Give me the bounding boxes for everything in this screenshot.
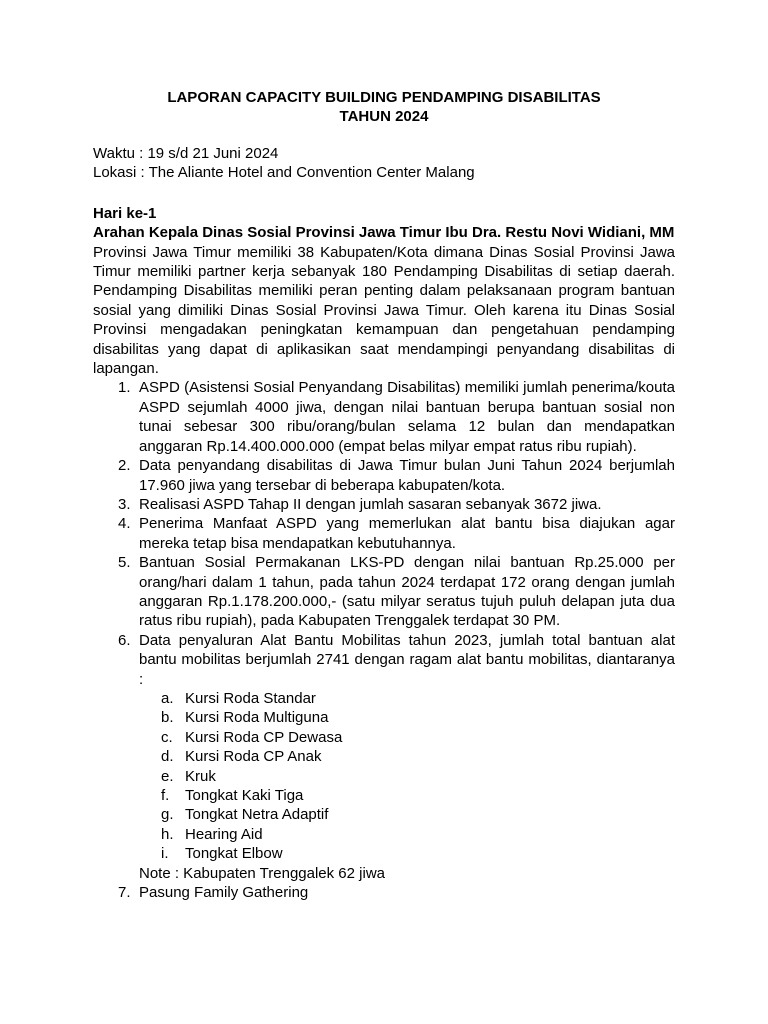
sub-list-letter: b.	[161, 709, 174, 727]
sub-list-text: Kursi Roda CP Anak	[185, 748, 322, 766]
list-item	[93, 553, 675, 631]
list-number: 4.	[118, 515, 131, 533]
intro-paragraph: Provinsi Jawa Timur memiliki 38 Kabupaten/Kota dimana Dinas Sosial Provinsi Jawa Timur memiliki partner kerja sebanyak 180 Pendamping Disabilitas di setiap daerah. Pendamping Disabilitas memiliki peran penting dalam pelaksanaan program bantuan sosial yang dimiliki Dinas Sosial Provinsi Jawa Timur. Oleh karena itu Dinas Sosial Provinsi mengadakan peningkatan kemampuan dan pengetahuan pendamping disabilitas yang dapat di aplikasikan saat mendampingi penyandang disabilitas di lapangan.	[93, 243, 675, 378]
sub-list-item	[139, 708, 675, 727]
list-item	[93, 456, 675, 495]
sub-list-letter: i.	[161, 845, 169, 863]
sub-list-item	[139, 805, 675, 824]
list-number: 5.	[118, 554, 131, 572]
sub-list-text: Kursi Roda CP Dewasa	[185, 728, 343, 746]
sub-list-letter: g.	[161, 806, 174, 824]
list-item	[93, 495, 675, 514]
list-item-text: Data penyaluran Alat Bantu Mobilitas tahun 2023, jumlah total bantuan alat bantu mobilitas berjumlah 2741 dengan ragam alat bantu mobilitas, diantaranya :	[139, 631, 675, 688]
list-item-text: Bantuan Sosial Permakanan LKS-PD dengan nilai bantuan Rp.25.000 per orang/hari dalam 1 tahun, pada tahun 2024 terdapat 172 orang dengan jumlah anggaran Rp.1.178.200.000,- (satu milyar seratus tujuh puluh delapan juta dua ratus ribu rupiah), pada Kabupaten Trenggalek terdapat 30 PM.	[139, 554, 675, 630]
waktu-line: Waktu : 19 s/d 21 Juni 2024	[93, 145, 279, 162]
sub-list-item	[139, 747, 675, 766]
sub-list-text: Tongkat Kaki Tiga	[185, 787, 304, 804]
sub-list-item	[139, 728, 675, 747]
document-page	[93, 88, 675, 902]
sub-list-letter: e.	[161, 767, 174, 785]
sub-list-text: Tongkat Netra Adaptif	[185, 806, 329, 824]
list-number: 3.	[118, 495, 131, 513]
list-item	[93, 514, 675, 553]
list-number: 2.	[118, 457, 131, 475]
list-number: 6.	[118, 631, 131, 649]
sub-list-item	[139, 767, 675, 786]
sub-list-letter: c.	[161, 728, 173, 746]
list-item-text: ASPD (Asistensi Sosial Penyandang Disabilitas) memiliki jumlah penerima/kouta ASPD sejumlah 4000 jiwa, dengan nilai bantuan berupa bantuan sosial non tunai sebesar 300 ribu/orang/bulan selama 12 bulan dan mendapatkan anggaran Rp.14.400.000.000 (empat belas milyar empat ratus ribu rupiah).	[139, 379, 675, 455]
list-item-text: Data penyandang disabilitas di Jawa Timur bulan Juni Tahun 2024 berjumlah 17.960 jiwa yang tersebar di beberapa kabupaten/kota.	[139, 457, 675, 494]
sub-list-letter: f.	[161, 787, 170, 804]
sub-list-text: Hearing Aid	[185, 825, 263, 843]
list-item-text: Penerima Manfaat ASPD yang memerlukan alat bantu bisa diajukan agar mereka tetap bisa mendapatkan kebutuhannya.	[139, 515, 675, 552]
note-line: Note : Kabupaten Trenggalek 62 jiwa	[139, 864, 385, 882]
meta-block	[93, 144, 675, 183]
sub-list-item	[139, 786, 675, 805]
list-number: 7.	[118, 884, 131, 902]
list-number: 1.	[118, 379, 131, 397]
sub-list-item	[139, 844, 675, 863]
sub-list	[139, 689, 675, 864]
document-title	[93, 88, 675, 126]
sub-list-letter: a.	[161, 689, 174, 707]
list-item	[93, 378, 675, 456]
title-line-2: TAHUN 2024	[339, 108, 429, 125]
sub-list-item	[139, 689, 675, 708]
day-heading: Hari ke-1	[93, 204, 157, 222]
sub-list-item	[139, 825, 675, 844]
sub-list-text: Kursi Roda Multiguna	[185, 709, 329, 727]
sub-list-text: Kruk	[185, 767, 216, 785]
sub-list-text: Kursi Roda Standar	[185, 689, 316, 707]
sub-list-text: Tongkat Elbow	[185, 845, 283, 863]
list-item	[93, 631, 675, 883]
sub-list-letter: d.	[161, 748, 174, 766]
section-heading: Arahan Kepala Dinas Sosial Provinsi Jawa Timur Ibu Dra. Restu Novi Widiani, MM	[93, 224, 675, 242]
sub-list-letter: h.	[161, 825, 174, 843]
main-list	[93, 378, 675, 902]
list-item-text: Pasung Family Gathering	[139, 884, 309, 902]
title-line-1: LAPORAN CAPACITY BUILDING PENDAMPING DISABILITAS	[167, 89, 601, 106]
list-item	[93, 883, 675, 902]
list-item-text: Realisasi ASPD Tahap II dengan jumlah sasaran sebanyak 3672 jiwa.	[139, 495, 602, 513]
lokasi-line: Lokasi : The Aliante Hotel and Convention Center Malang	[93, 164, 475, 182]
